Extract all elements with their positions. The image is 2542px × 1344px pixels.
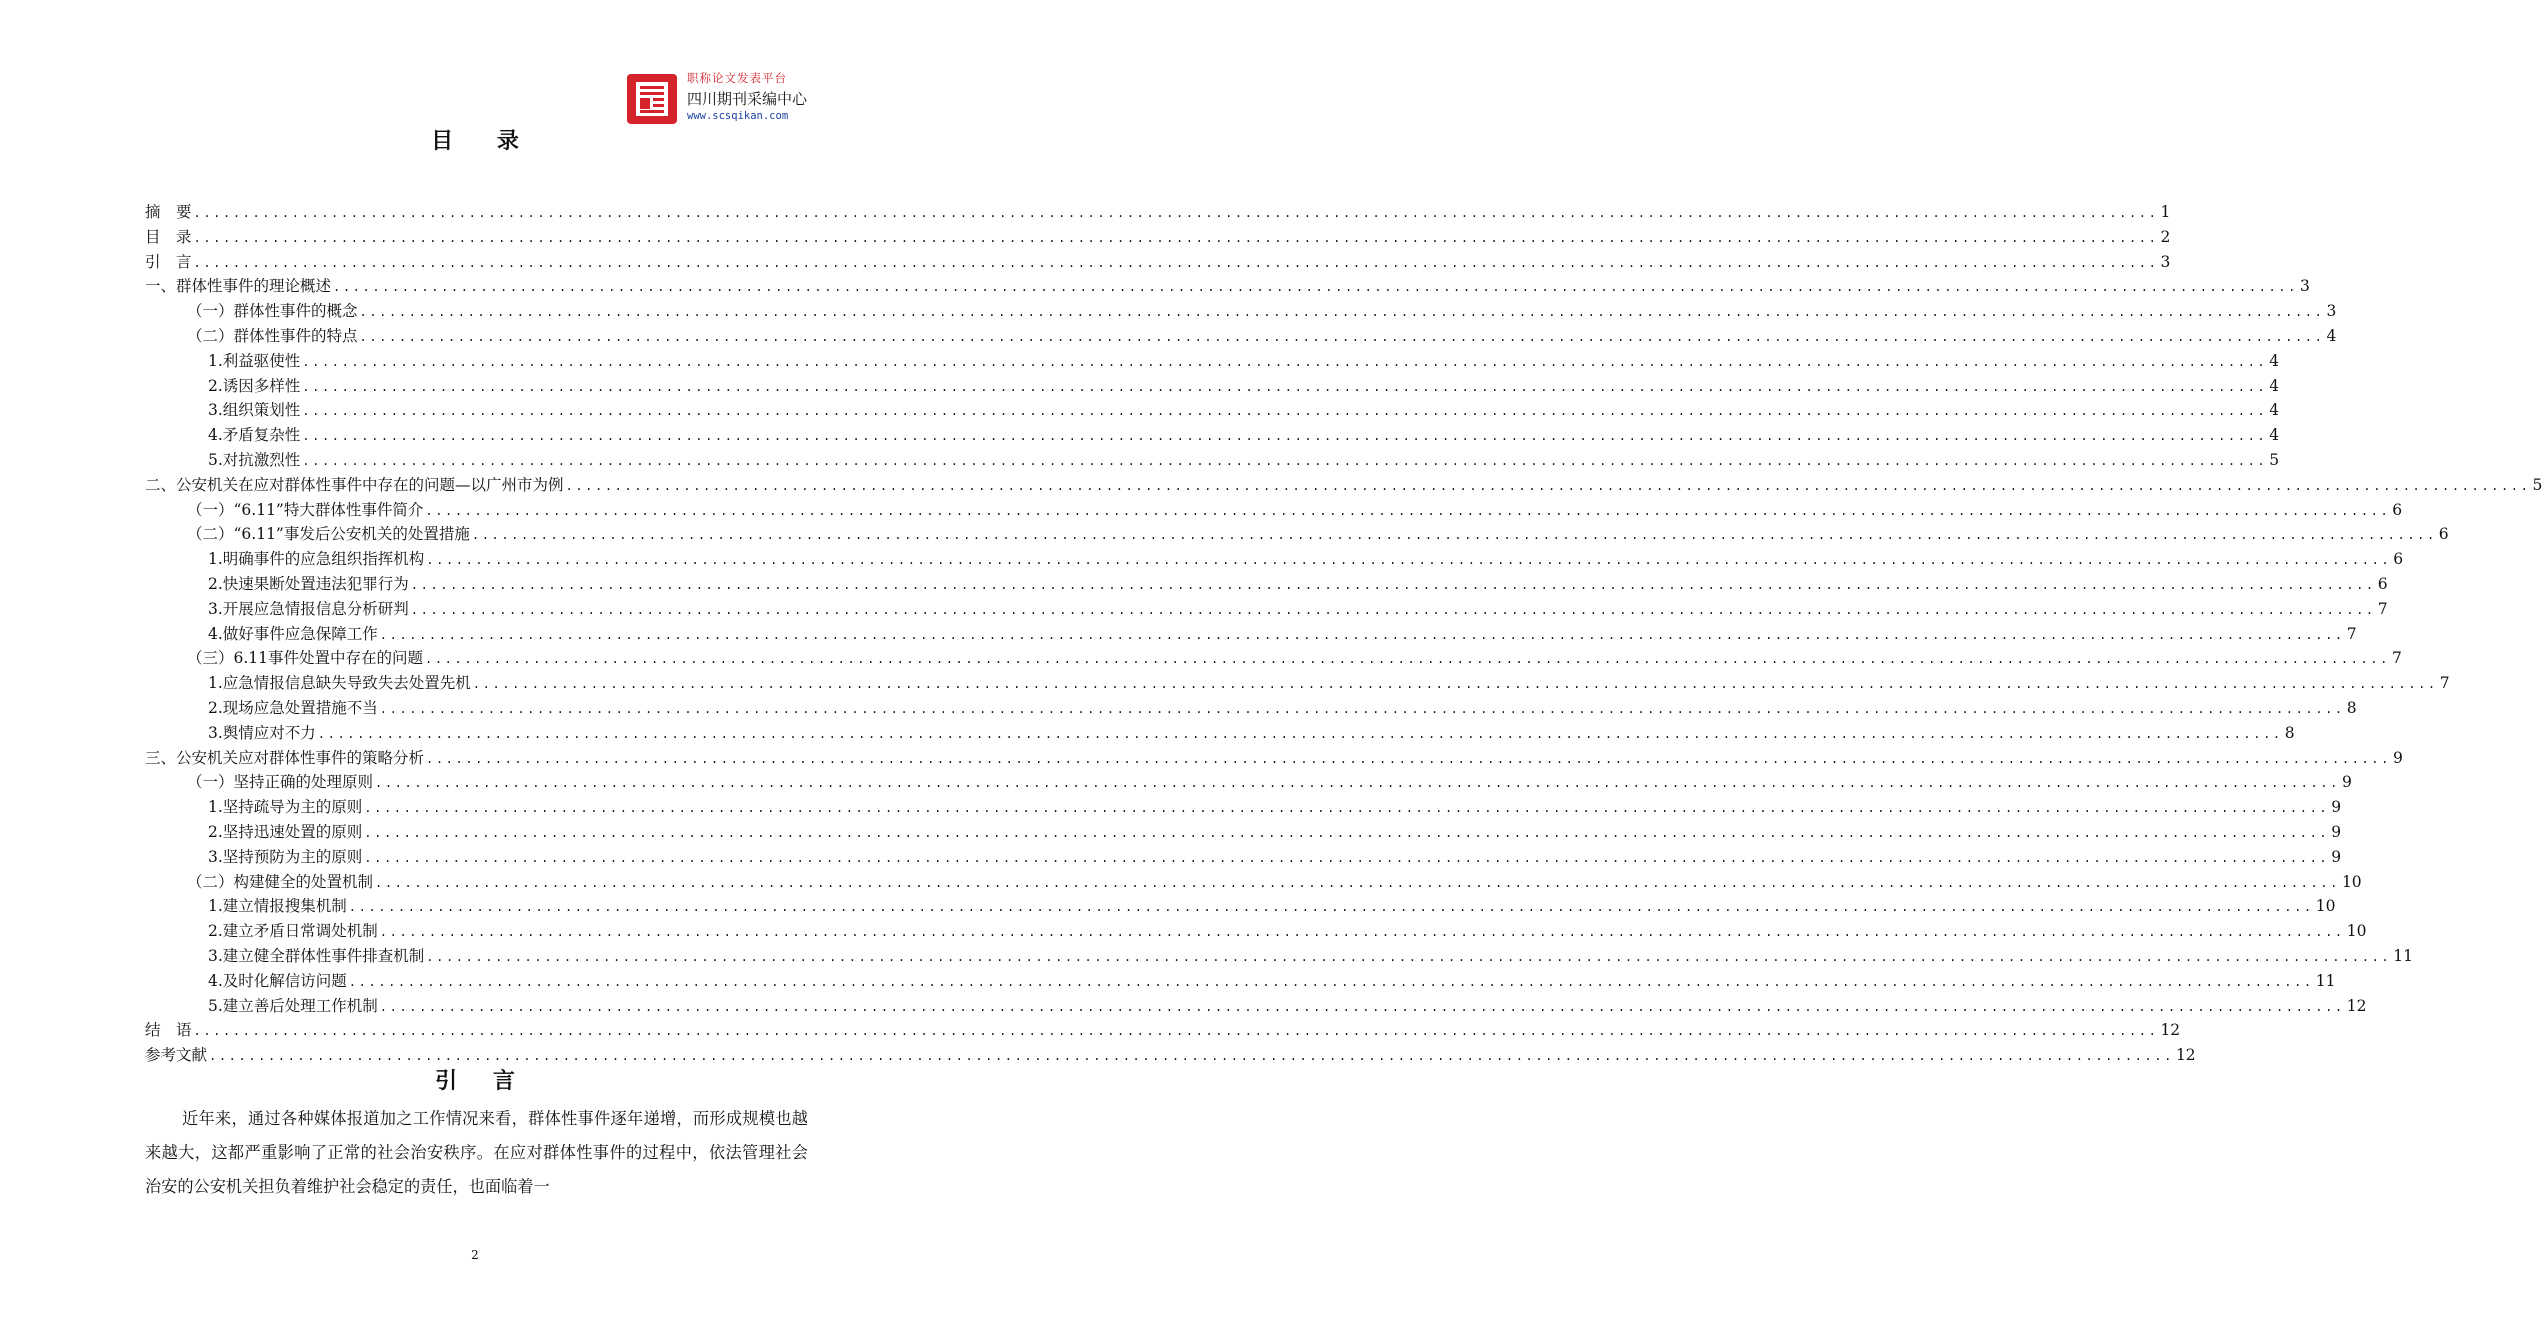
toc-entry[interactable] [145,274,2310,299]
toc-entry[interactable] [145,448,2280,473]
toc-entry-page: 9 [2331,798,2342,817]
toc-leader-dots: ........................................................................................................................................................................................................ [379,701,2345,716]
toc-entry-title: 1.明确事件的应急组织指挥机构 [208,550,425,569]
toc-entry-title: （三）6.11事件处置中存在的问题 [187,649,424,668]
toc-entry-page: 3 [2160,252,2171,271]
toc-entry-page: 5 [2269,450,2280,469]
toc-entry-title: 参考文献 [145,1046,208,1065]
toc-entry-page: 3 [2326,302,2337,321]
toc-entry-page: 4 [2269,426,2280,445]
toc-entry-title: 5.对抗激烈性 [208,450,301,469]
toc-leader-dots: ........................................................................................................................................................................................................ [302,379,2268,394]
toc-entry[interactable] [145,498,2403,523]
toc-entry[interactable] [145,572,2388,597]
toc-entry-page: 10 [2346,922,2367,941]
toc-leader-dots: ........................................................................................................................................................................................................ [193,255,2159,270]
toc-leader-dots: ........................................................................................................................................................................................................ [359,329,2325,344]
toc-entry-title: 目 录 [145,227,192,246]
toc-leader-dots: ........................................................................................................................................................................................................ [379,925,2345,940]
toc-leader-dots: ........................................................................................................................................................................................................ [364,850,2330,865]
toc-entry-page: 3 [2299,277,2310,296]
toc-entry-title: 三、公安机关应对群体性事件的策略分析 [145,748,425,767]
toc-leader-dots: ........................................................................................................................................................................................................ [193,1024,2159,1039]
toc-entry-title: 1.利益驱使性 [208,351,301,370]
toc-entry-page: 5 [2532,475,2542,494]
toc-entry[interactable] [145,324,2337,349]
toc-entry-title: 3.坚持预防为主的原则 [208,847,363,866]
toc-entry[interactable] [145,894,2336,919]
toc-entry-title: 摘 要 [145,203,192,221]
toc-entry[interactable] [145,696,2357,721]
publisher-logo [627,70,817,126]
toc-entry[interactable] [145,299,2337,324]
toc-entry[interactable] [145,770,2352,795]
logo-url: www.scsqikan.com [687,110,789,122]
toc-leader-dots: ........................................................................................................................................................................................................ [375,875,2340,890]
toc-entry[interactable] [145,225,2171,250]
toc-entry-title: 4.及时化解信访问题 [208,971,347,990]
toc-entry[interactable] [145,473,2542,498]
toc-leader-dots: ........................................................................................................................................................................................................ [379,627,2345,642]
page-number: 2 [471,1248,479,1262]
toc-entry-page: 6 [2438,525,2449,544]
toc-leader-dots: ........................................................................................................................................................................................................ [302,453,2268,468]
toc-leader-dots: ........................................................................................................................................................................................................ [302,404,2268,419]
toc-entry-title: 二、公安机关在应对群体性事件中存在的问题—以广州市为例 [145,475,564,494]
toc-leader-dots: ........................................................................................................................................................................................................ [193,230,2159,245]
toc-entry-page: 4 [2269,351,2280,370]
toc-leader-dots: ........................................................................................................................................................................................................ [364,825,2330,840]
toc-entry-page: 8 [2284,723,2295,742]
toc-entry-title: 2.建立矛盾日常调处机制 [208,922,378,941]
toc-entry-page: 10 [2315,897,2336,916]
toc-entry[interactable] [145,200,2171,225]
toc-entry-page: 7 [2391,649,2402,668]
toc-entry-title: （二）群体性事件的特点 [187,326,358,345]
toc-entry-page: 12 [2175,1046,2196,1065]
toc-leader-dots: ........................................................................................................................................................................................................ [565,478,2531,493]
toc-leader-dots: ........................................................................................................................................................................................................ [364,801,2330,816]
toc-entry-page: 2 [2160,227,2171,246]
toc-entry[interactable] [145,746,2403,771]
toc-leader-dots: ........................................................................................................................................................................................................ [359,305,2325,320]
toc-leader-dots: ........................................................................................................................................................................................................ [209,1049,2174,1064]
toc-entry-title: 4.做好事件应急保障工作 [208,624,378,643]
toc-entry-title: 一、群体性事件的理论概述 [145,277,332,296]
toc-entry-title: 1.应急情报信息缺失导致失去处置先机 [208,674,471,693]
toc-leader-dots: ........................................................................................................................................................................................................ [333,280,2298,295]
toc-entry-title: 结 语 [145,1021,192,1040]
toc-entry[interactable] [145,1018,2181,1043]
toc-entry-page: 4 [2269,401,2280,420]
toc-leader-dots: ........................................................................................................................................................................................................ [193,206,2159,220]
toc-leader-dots: ........................................................................................................................................................................................................ [426,751,2391,766]
toc-leader-dots: ........................................................................................................................................................................................................ [425,652,2390,667]
toc-leader-dots: ........................................................................................................................................................................................................ [375,776,2340,791]
toc-entry[interactable] [145,250,2171,275]
toc-leader-dots: ........................................................................................................................................................................................................ [348,900,2314,915]
toc-entry-page: 7 [2346,624,2357,643]
toc-entry-title: （一）“6.11”特大群体性事件简介 [187,500,424,519]
toc-leader-dots: ........................................................................................................................................................................................................ [426,949,2392,964]
toc-leader-dots: ........................................................................................................................................................................................................ [302,429,2268,444]
toc-entry-title: （二）构建健全的处置机制 [187,872,374,891]
toc-entry-page: 1 [2160,203,2171,221]
toc-entry[interactable] [145,820,2342,845]
toc-entry-title: 引 言 [145,252,192,271]
toc-entry[interactable] [145,349,2280,374]
toc-entry[interactable] [145,969,2336,994]
toc-entry-page: 9 [2331,822,2342,841]
toc-entry[interactable] [145,994,2367,1019]
toc-leader-dots: ........................................................................................................................................................................................................ [348,974,2314,989]
toc-entry-title: 3.组织策划性 [208,401,301,420]
toc-entry[interactable] [145,622,2357,647]
table-of-contents [145,200,2542,1068]
toc-entry-title: 2.诱因多样性 [208,376,301,395]
toc-entry[interactable] [145,671,2450,696]
toc-entry-page: 7 [2439,674,2450,693]
toc-entry-title: 2.现场应急处置措施不当 [208,698,378,717]
toc-entry-title: （一）群体性事件的概念 [187,302,358,321]
toc-entry-page: 6 [2392,500,2403,519]
toc-entry-title: 1.坚持疏导为主的原则 [208,798,363,817]
toc-entry-page: 6 [2393,550,2404,569]
logo-name: 四川期刊采编中心 [687,90,808,108]
toc-entry[interactable] [145,398,2280,423]
toc-entry[interactable] [145,845,2342,870]
toc-entry-page: 9 [2341,773,2352,792]
toc-entry-title: 3.开展应急情报信息分析研判 [208,599,409,618]
toc-leader-dots: ........................................................................................................................................................................................................ [410,602,2376,617]
toc-entry[interactable] [145,374,2280,399]
toc-entry[interactable] [145,721,2295,746]
section-heading-introduction: 引 言 [435,1068,529,1094]
toc-entry[interactable] [145,919,2367,944]
toc-entry-title: 3.建立健全群体性事件排查机制 [208,946,425,965]
toc-entry-title: 2.快速果断处置违法犯罪行为 [208,574,409,593]
toc-leader-dots: ........................................................................................................................................................................................................ [379,999,2345,1014]
toc-entry-page: 4 [2269,376,2280,395]
toc-leader-dots: ........................................................................................................................................................................................................ [410,577,2376,592]
body-paragraph: 近年来，通过各种媒体报道加之工作情况来看，群体性事件逐年递增，而形成规模也越来越大，这都严重影响了正常的社会治安秩序。在应对群体性事件的过程中，依法管理社会治安的公安机关担负着维护社会稳定的责任，也面临着一 [145,1109,808,1196]
toc-leader-dots: ........................................................................................................................................................................................................ [426,553,2392,568]
toc-entry-page: 6 [2377,574,2388,593]
toc-leader-dots: ........................................................................................................................................................................................................ [472,677,2438,692]
toc-leader-dots: ........................................................................................................................................................................................................ [425,503,2391,518]
toc-entry-page: 10 [2341,872,2362,891]
toc-leader-dots: ........................................................................................................................................................................................................ [471,528,2437,543]
toc-leader-dots: ........................................................................................................................................................................................................ [302,354,2268,369]
toc-entry[interactable] [145,646,2402,671]
toc-entry-page: 9 [2331,847,2342,866]
toc-entry-title: （一）坚持正确的处理原则 [187,773,374,792]
toc-entry-title: 2.坚持迅速处置的原则 [208,822,363,841]
toc-entry-title: 3.舆情应对不力 [208,723,316,742]
toc-entry[interactable] [145,870,2362,895]
toc-entry-page: 8 [2346,698,2357,717]
toc-entry-title: （二）“6.11”事发后公安机关的处置措施 [187,525,470,544]
toc-entry[interactable] [145,423,2280,448]
toc-entry[interactable] [145,547,2404,572]
toc-entry[interactable] [145,944,2413,969]
newspaper-icon [627,74,677,124]
toc-entry-page: 11 [2315,971,2336,990]
toc-entry[interactable] [145,522,2449,547]
toc-entry[interactable] [145,597,2388,622]
toc-heading: 目 录 [431,128,537,154]
toc-entry-page: 7 [2377,599,2388,618]
toc-leader-dots: ........................................................................................................................................................................................................ [317,726,2283,741]
toc-entry-title: 1.建立情报搜集机制 [208,897,347,916]
toc-entry-page: 12 [2160,1021,2181,1040]
toc-entry-page: 11 [2393,946,2413,965]
toc-entry-page: 4 [2326,326,2337,345]
logo-slogan: 职称论文发表平台 [687,71,787,85]
toc-entry-title: 5.建立善后处理工作机制 [208,996,378,1015]
toc-entry-page: 9 [2392,748,2403,767]
toc-entry-page: 12 [2346,996,2367,1015]
toc-entry[interactable] [145,795,2342,820]
toc-entry-title: 4.矛盾复杂性 [208,426,301,445]
